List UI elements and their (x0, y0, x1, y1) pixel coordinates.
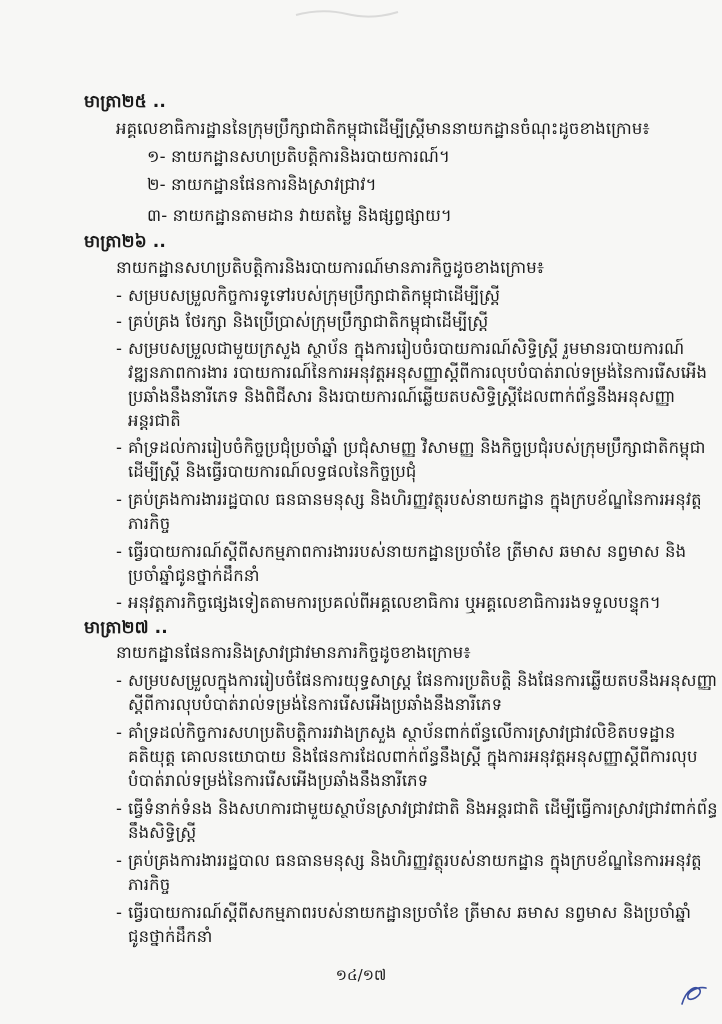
article-27-bullet-2-line-2: គតិយុត្ត គោលនយោបាយ និងផែនការដែលពាក់ព័ន្ធនឹងស្ត្រី ក្នុងការអនុវត្តអនុសញ្ញាស្តីពីការលុប (128, 747, 698, 766)
article-26-bullet-5-line-1: គ្រប់គ្រងការងាររដ្ឋបាល ធនធានមនុស្ស និងហិរញ្ញវត្ថុរបស់នាយកដ្ឋាន ក្នុងក្របខ័ណ្ឌនៃការអនុវត្ត (128, 490, 702, 509)
bullet-dash: - (116, 851, 122, 870)
article-26-bullet-6-line-2: ប្រចាំឆ្នាំជូនថ្នាក់ដឹកនាំ (128, 566, 260, 585)
article-27-bullet-3-line-2: នឹងសិទ្ធិស្ត្រី (128, 823, 197, 842)
article-26-bullet-1: សម្របសម្រួលកិច្ចការទូទៅរបស់ក្រុមប្រឹក្សាជាតិកម្ពុជាដើម្បីស្ត្រី (128, 286, 501, 305)
page-number: ១៤/១៧ (335, 966, 387, 984)
article-26-heading: មាត្រា២៦ .. (84, 232, 166, 252)
article-26-bullet-2: គ្រប់គ្រង ថែរក្សា និងប្រើប្រាស់ក្រុមប្រឹក្សាជាតិកម្ពុជាដើម្បីស្ត្រី (128, 312, 489, 331)
article-27-bullet-3-line-1: ធ្វើទំនាក់ទំនង និងសហការជាមួយស្ថាប័នស្រាវជ្រាវជាតិ និងអន្តរជាតិ ដើម្បីធ្វើការស្រាវជ្រាវពាក់ព័ន្ធ (128, 799, 718, 818)
article-27-bullet-5-line-2: ជូនថ្នាក់ដឹកនាំ (128, 927, 213, 946)
article-27-bullet-2-line-3: បំបាត់រាល់ទម្រង់នៃការរើសអើងប្រឆាំងនឹងនារីភេទ (128, 771, 429, 790)
bullet-dash: - (116, 339, 122, 358)
article-25-heading: មាត្រា២៥ .. (84, 92, 166, 112)
article-27-bullet-1-line-2: ស្តីពីការលុបបំបាត់រាល់ទម្រង់នៃការរើសអើងប្រឆាំងនឹងនារីភេទ (128, 695, 503, 714)
bullet-dash: - (116, 286, 122, 305)
article-26-bullet-3-line-3: ប្រឆាំងនឹងនារីភេទ និងពិជីសារ និងរបាយការណ៍ឆ្លើយតបសិទ្ធិស្ត្រីដែលពាក់ព័ន្ធនឹងអនុសញ្ញា (128, 387, 676, 406)
bullet-dash: - (116, 799, 122, 818)
article-26-bullet-3-line-1: សម្របសម្រួលជាមួយក្រសួង ស្ថាប័ន ក្នុងការរៀបចំរបាយការណ៍សិទ្ធិស្ត្រី រួមមានរបាយការណ៍ (128, 339, 685, 358)
article-27-heading: មាត្រា២៧ .. (84, 618, 168, 638)
article-27-bullet-5-line-1: ធ្វើរបាយការណ៍ស្តីពីសកម្មភាពរបស់នាយកដ្ឋានប្រចាំខែ ត្រីមាស ឆមាស នព្វមាស និងប្រចាំឆ្នាំ (128, 903, 691, 922)
article-27-bullet-4-line-2: ភារកិច្ច (128, 875, 171, 894)
article-27-intro: នាយកដ្ឋានផែនការនិងស្រាវជ្រាវមានភារកិច្ចដូចខាងក្រោម៖ (116, 643, 471, 662)
article-25-item-3: ៣- នាយកដ្ឋានតាមដាន វាយតម្លៃ និងផ្សព្វផ្សាយ។ (147, 206, 452, 225)
article-25-item-2: ២- នាយកដ្ឋានផែនការនិងស្រាវជ្រាវ។ (147, 175, 377, 194)
scan-smudge (292, 6, 402, 20)
article-26-bullet-6-line-1: ធ្វើរបាយការណ៍ស្តីពីសកម្មភាពការងាររបស់នាយកដ្ឋានប្រចាំខែ ត្រីមាស ឆមាស នព្វមាស និង (128, 542, 687, 561)
article-26-bullet-3-line-2: វឌ្ឍនភាពការងារ របាយការណ៍នៃការអនុវត្តអនុសញ្ញាស្តីពីការលុបបំបាត់រាល់ទម្រង់នៃការរើសអើង (128, 363, 708, 382)
article-25-item-1: ១- នាយកដ្ឋានសហប្រតិបត្តិការនិងរបាយការណ៍។ (147, 147, 451, 166)
bullet-dash: - (116, 723, 122, 742)
article-26-bullet-4-line-1: គាំទ្រដល់ការរៀបចំកិច្ចប្រជុំប្រចាំឆ្នាំ ប្រជុំសាមញ្ញ វិសាមញ្ញ និងកិច្ចប្រជុំរបស់ក្រុមប្រឹក្សាជាតិកម្ពុជា (128, 438, 706, 457)
article-26-bullet-4-line-2: ដើម្បីស្ត្រី និងធ្វើរបាយការណ៍លទ្ធផលនៃកិច្ចប្រជុំ (128, 462, 417, 481)
bullet-dash: - (116, 903, 122, 922)
article-27-bullet-1-line-1: សម្របសម្រួលក្នុងការរៀបចំផែនការយុទ្ធសាស្ត្រ ផែនការប្រតិបត្តិ និងផែនការឆ្លើយតបនឹងអនុសញ្ញា (128, 671, 718, 690)
bullet-dash: - (116, 312, 122, 331)
bullet-dash: - (116, 438, 122, 457)
article-27-bullet-2-line-1: គាំទ្រដល់កិច្ចការសហប្រតិបត្តិការរវាងក្រសួង ស្ថាប័នពាក់ព័ន្ធលើការស្រាវជ្រាវលិខិតបទដ្ឋាន (128, 723, 676, 742)
bullet-dash: - (116, 671, 122, 690)
article-26-intro: នាយកដ្ឋានសហប្រតិបត្តិការនិងរបាយការណ៍មានភារកិច្ចដូចខាងក្រោម៖ (116, 258, 545, 277)
article-27-bullet-4-line-1: គ្រប់គ្រងការងាររដ្ឋបាល ធនធានមនុស្ស និងហិរញ្ញវត្ថុរបស់នាយកដ្ឋាន ក្នុងក្របខ័ណ្ឌនៃការអនុវត្ត (128, 851, 702, 870)
article-25-intro: អគ្គលេខាធិការដ្ឋាននៃក្រុមប្រឹក្សាជាតិកម្ពុជាដើម្បីស្ត្រីមាននាយកដ្ឋានចំណុះដូចខាងក្រោម៖ (116, 119, 650, 138)
bullet-dash: - (116, 593, 122, 612)
article-26-bullet-5-line-2: ភារកិច្ច (128, 514, 171, 533)
bullet-dash: - (116, 542, 122, 561)
article-26-bullet-7: អនុវត្តភារកិច្ចផ្សេងទៀតតាមការប្រគល់ពីអគ្គលេខាធិការ ឬអគ្គលេខាធិការរងទទួលបន្ទុក។ (128, 593, 661, 612)
handwritten-initial-icon (678, 980, 710, 1010)
article-26-bullet-3-line-4: អន្តរជាតិ (128, 411, 181, 430)
bullet-dash: - (116, 490, 122, 509)
